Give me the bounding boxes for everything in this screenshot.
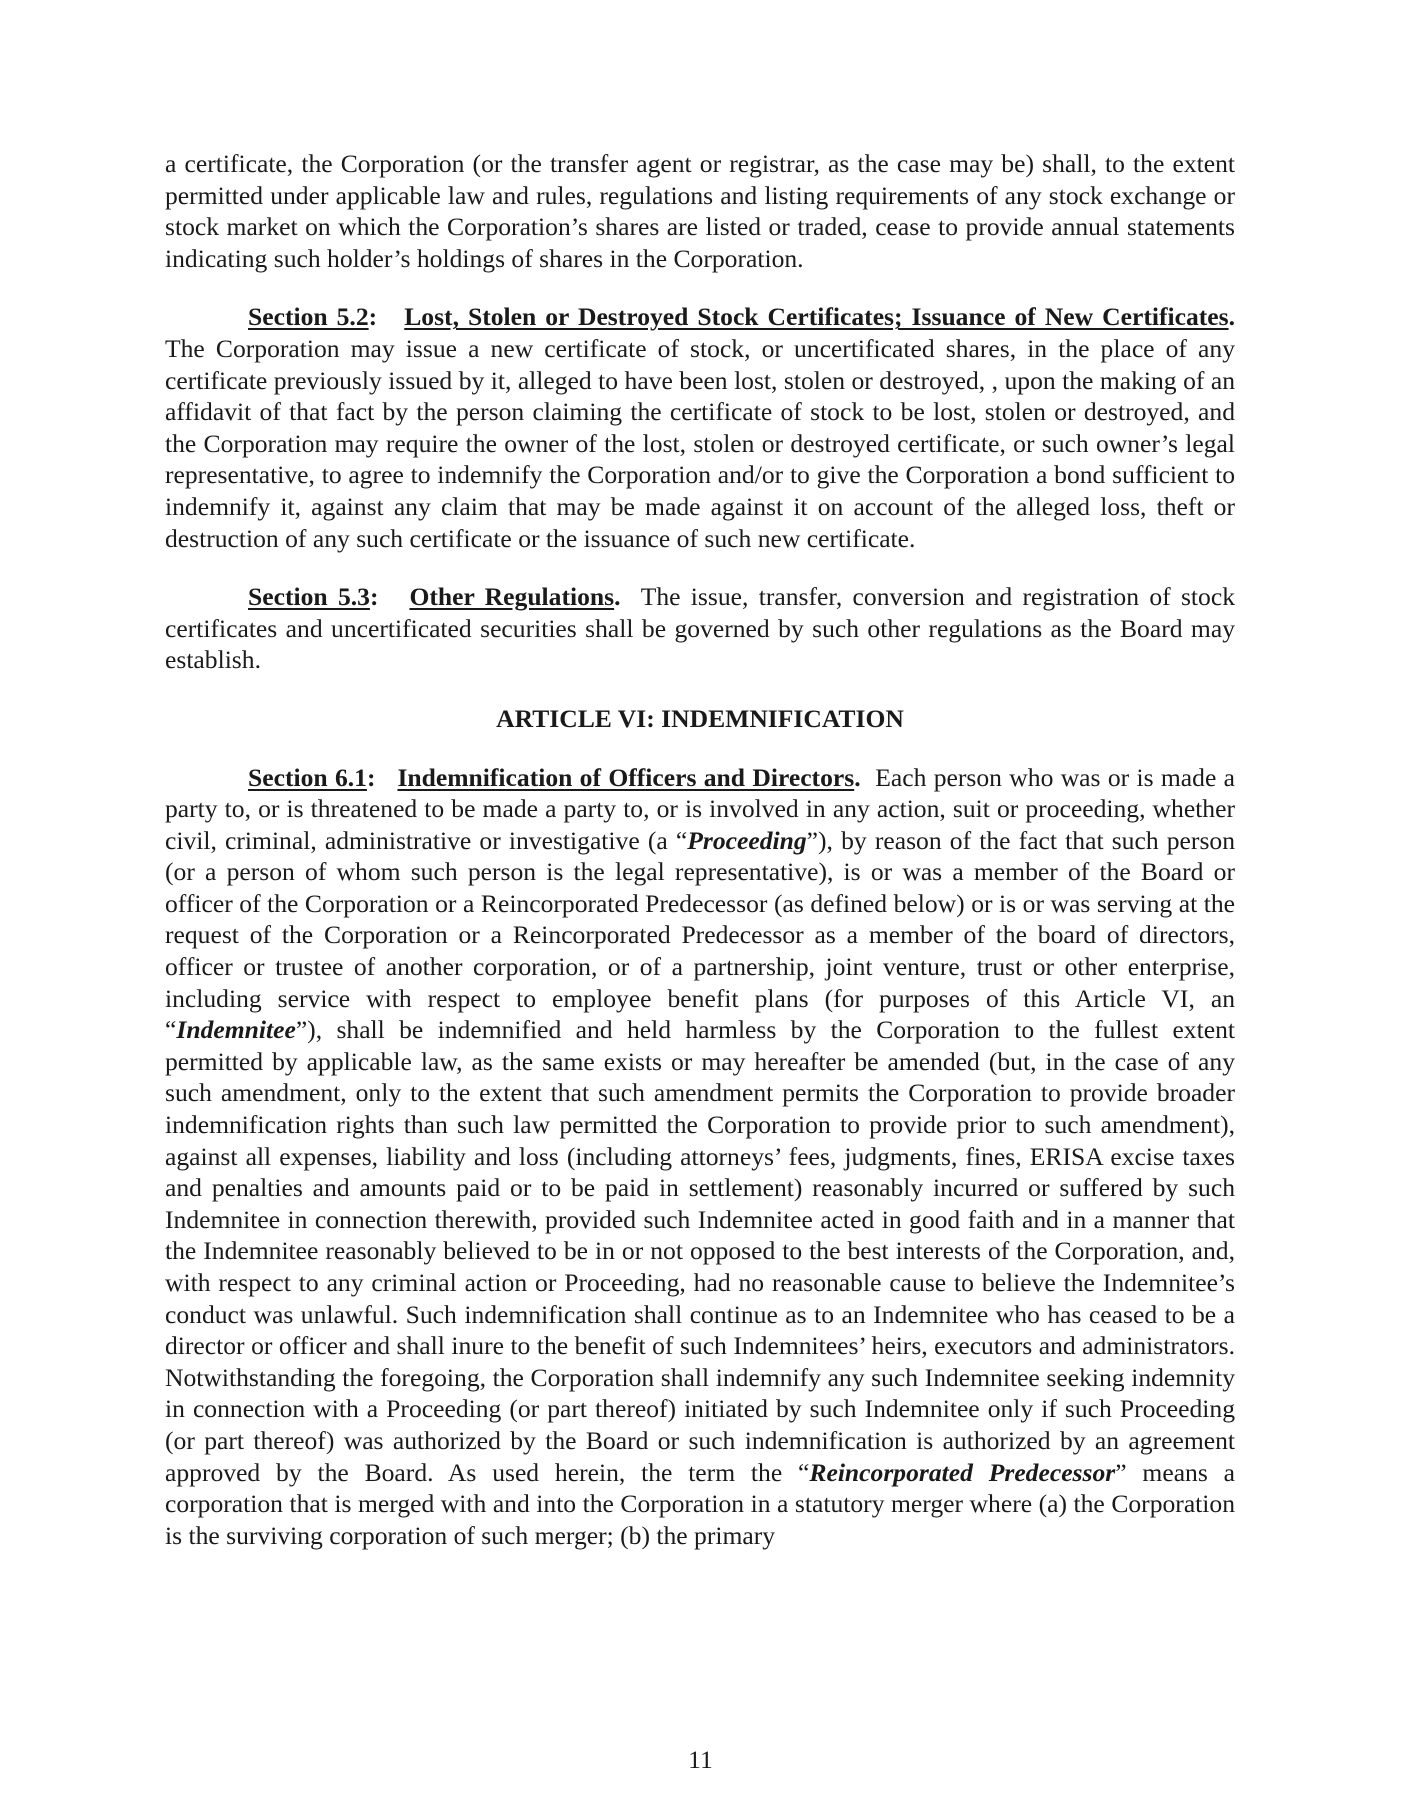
continuation-paragraph: a certificate, the Corporation (or the transfer agent or registrar, as the case may be) shall, to the extent permitted under applicable law and rules, regulations and listing requirements of any stock exchange or stock market on which the Corporation’s shares are listed or traded, cease to provide annual statements indicating such holder’s holdings of shares in the Corporation. <box>165 149 1235 273</box>
section-6-1-body-part1: Each person who was or is made a party to, or is threatened to be made a party to, or is involved in any action, suit or proceeding, whether civil, criminal, administrative or investigative (a “ <box>165 762 1235 855</box>
section-6-1-body-part4: ” means a corporation that is merged with and into the Corporation in a statutory merger where (a) the Corporation is the surviving corporation of such merger; (b) the primary <box>165 1457 1235 1550</box>
section-5-2-paragraph: Section 5.2: Lost, Stolen or Destroyed Stock Certificates; Issuance of New Certificates. The Corporation may issue a new certificate of stock, or uncertificated shares, in the place of any certificate previously issued by it, alleged to have been lost, stolen or destroyed, , upon the making of an affidavit of that fact by the person claiming the certificate of stock to be lost, stolen or destroyed, and the Corporation may require the owner of the lost, stolen or destroyed certificate, or such owner’s legal representative, to agree to indemnify the Corporation and/or to give the Corporation a bond sufficient to indemnify it, against any claim that may be made against it on account of the alleged loss, theft or destruction of any such certificate or the issuance of such new certificate. <box>165 302 1235 553</box>
section-5-3-number: Section 5.3 <box>248 582 370 612</box>
section-5-3-paragraph: Section 5.3: Other Regulations. The issue, transfer, conversion and registration of stock certificates and uncertificated securities shall be governed by such other regulations as the Board may establish. <box>165 582 1235 675</box>
section-5-2-number: Section 5.2 <box>248 302 369 332</box>
section-6-1-number: Section 6.1 <box>248 762 367 792</box>
section-6-1-title: Indemnification of Officers and Directors <box>397 762 855 792</box>
defined-term-indemnitee: Indemnitee <box>176 1015 296 1045</box>
document-page-body <box>165 148 1235 1578</box>
section-5-2-body: The Corporation may issue a new certificate of stock, or uncertificated shares, in the place of any certificate previously issued by it, alleged to have been lost, stolen or destroyed, , upon the making of an affidavit of that fact by the person claiming the certificate of stock to be lost, stolen or destroyed, and the Corporation may require the owner of the lost, stolen or destroyed certificate, or such owner’s legal representative, to agree to indemnify the Corporation and/or to give the Corporation a bond sufficient to indemnify it, against any claim that may be made against it on account of the alleged loss, theft or destruction of any such certificate or the issuance of such new certificate. <box>165 333 1235 553</box>
section-5-3-body: The issue, transfer, conversion and registration of stock certificates and uncertificated securities shall be governed by such other regulations as the Board may establish. <box>165 582 1235 675</box>
section-6-1-paragraph: Section 6.1: Indemnification of Officers and Directors. Each person who was or is made a party to, or is threatened to be made a party to, or is involved in any action, suit or proceeding, whether civil, criminal, administrative or investigative (a “Proceeding”), by reason of the fact that such person (or a person of whom such person is the legal representative), is or was a member of the Board or officer of the Corporation or a Reincorporated Predecessor (as defined below) or is or was serving at the request of the Corporation or a Reincorporated Predecessor as a member of the board of directors, officer or trustee of another corporation, or of a partnership, joint venture, trust or other enterprise, including service with respect to employee benefit plans (for purposes of this Article VI, an “Indemnitee”), shall be indemnified and held harmless by the Corporation to the fullest extent permitted by applicable law, as the same exists or may hereafter be amended (but, in the case of any such amendment, only to the extent that such amendment permits the Corporation to provide broader indemnification rights than such law permitted the Corporation to provide prior to such amendment), against all expenses, liability and loss (including attorneys’ fees, judgments, fines, ERISA excise taxes and penalties and amounts paid or to be paid in settlement) reasonably incurred or suffered by such Indemnitee in connection therewith, provided such Indemnitee acted in good faith and in a manner that the Indemnitee reasonably believed to be in or not opposed to the best interests of the Corporation, and, with respect to any criminal action or Proceeding, had no reasonable cause to believe the Indemnitee’s conduct was unlawful. Such indemnification shall continue as to an Indemnitee who has ceased to be a director or officer and shall inure to the benefit of such Indemnitees’ heirs, executors and administrators. Notwithstanding the foregoing, the Corporation shall indemnify any such Indemnitee seeking indemnity in connection with a Proceeding (or part thereof) initiated by such Indemnitee only if such Proceeding (or part thereof) was authorized by the Board or such indemnification is authorized by an agreement approved by the Board. As used herein, the term the “Reincorporated Predecessor” means a corporation that is merged with and into the Corporation in a statutory merger where (a) the Corporation is the surviving corporation of such merger; (b) the primary <box>165 762 1235 1550</box>
defined-term-proceeding: Proceeding <box>687 825 807 855</box>
section-5-2-title: Lost, Stolen or Destroyed Stock Certificates; Issuance of New Certificates <box>404 302 1229 332</box>
article-vi-heading: ARTICLE VI: INDEMNIFICATION <box>496 703 904 733</box>
page-number: 11 <box>688 1745 713 1774</box>
section-6-1-body-part2: ”), by reason of the fact that such person (or a person of whom such person is the legal representative), is or was a member of the Board or officer of the Corporation or a Reincorporated Predecessor (as defined below) or is or was serving at the request of the Corporation or a Reincorporated Predecessor as a member of the board of directors, officer or trustee of another corporation, or of a partnership, joint venture, trust or other enterprise, including service with respect to employee benefit plans (for purposes of this Article VI, an “ <box>165 825 1235 1045</box>
defined-term-reincorporated-predecessor: Reincorporated Predecessor <box>809 1457 1116 1487</box>
section-5-3-title: Other Regulations <box>409 582 615 612</box>
section-6-1-body-part3: ”), shall be indemnified and held harmless by the Corporation to the fullest extent permitted by applicable law, as the same exists or may hereafter be amended (but, in the case of any such amendment, only to the extent that such amendment permits the Corporation to provide broader indemnification rights than such law permitted the Corporation to provide prior to such amendment), against all expenses, liability and loss (including attorneys’ fees, judgments, fines, ERISA excise taxes and penalties and amounts paid or to be paid in settlement) reasonably incurred or suffered by such Indemnitee in connection therewith, provided such Indemnitee acted in good faith and in a manner that the Indemnitee reasonably believed to be in or not opposed to the best interests of the Corporation, and, with respect to any criminal action or Proceeding, had no reasonable cause to believe the Indemnitee’s conduct was unlawful. Such indemnification shall continue as to an Indemnitee who has ceased to be a director or officer and shall inure to the benefit of such Indemnitees’ heirs, executors and administrators. Notwithstanding the foregoing, the Corporation shall indemnify any such Indemnitee seeking indemnity in connection with a Proceeding (or part thereof) initiated by such Indemnitee only if such Proceeding (or part thereof) was authorized by the Board or such indemnification is authorized by an agreement approved by the Board. As used herein, the term the “ <box>165 1015 1235 1487</box>
